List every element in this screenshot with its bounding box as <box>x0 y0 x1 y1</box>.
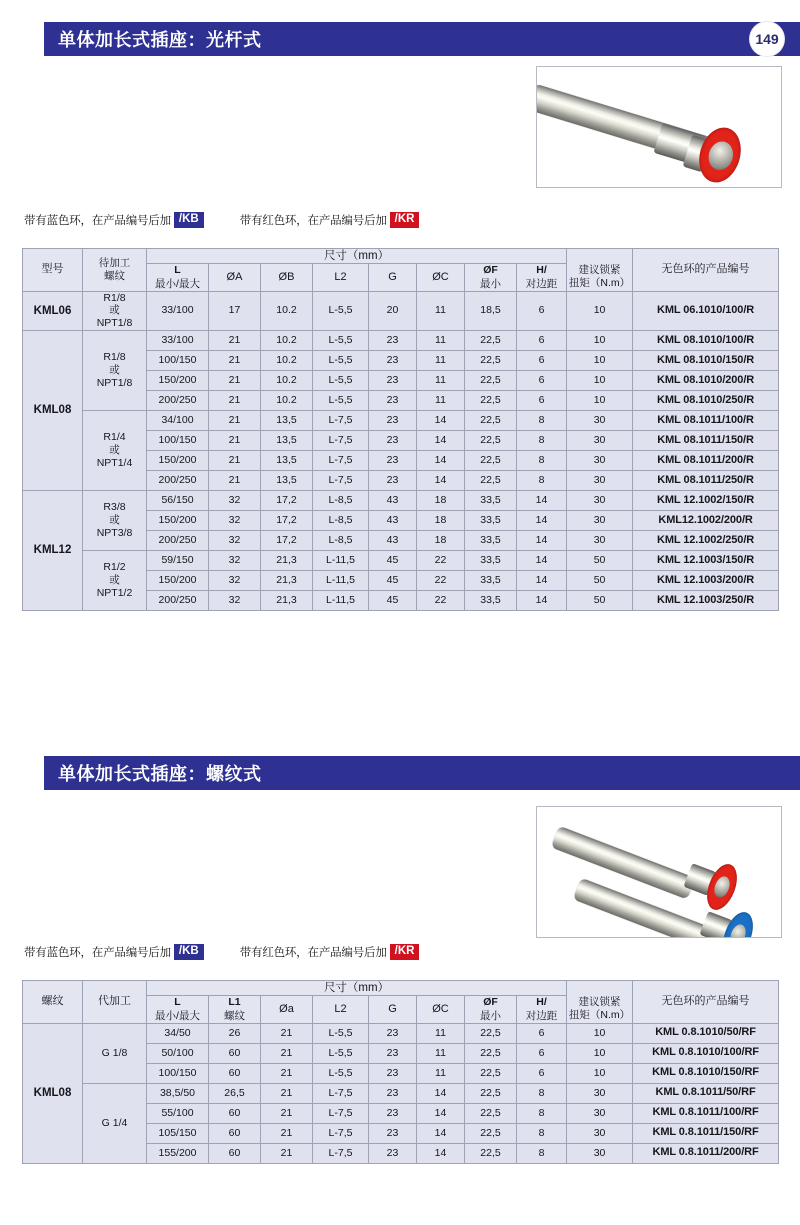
cell-Oa: 21 <box>261 1023 313 1043</box>
cell-OA: 21 <box>209 331 261 351</box>
cell-code: KML 08.1010/100/R <box>633 331 779 351</box>
cell-G: 23 <box>369 431 417 451</box>
cell-OB: 21,3 <box>261 551 313 571</box>
th-process-2: 代加工 <box>83 981 147 1024</box>
th-H: H/ 对边距 <box>517 264 567 291</box>
cell-OA: 32 <box>209 531 261 551</box>
cell-Oa: 21 <box>261 1103 313 1123</box>
cell-torque: 30 <box>567 1143 633 1163</box>
cell-H: 8 <box>517 1103 567 1123</box>
th-thread: 待加工 螺纹 <box>83 249 147 292</box>
cell-OA: 32 <box>209 491 261 511</box>
cell-H: 6 <box>517 391 567 411</box>
th-OA: ØA <box>209 264 261 291</box>
cell-G: 23 <box>369 351 417 371</box>
cell-OC: 11 <box>417 391 465 411</box>
cell-torque: 10 <box>567 291 633 330</box>
th-L1-2: L1 螺纹 <box>209 996 261 1023</box>
cell-G: 23 <box>369 451 417 471</box>
th-L-2: L 最小/最大 <box>147 996 209 1023</box>
cell-code: KML 0.8.1010/50/RF <box>633 1023 779 1043</box>
cell-code: KML 0.8.1011/150/RF <box>633 1123 779 1143</box>
cell-L2: L-7,5 <box>313 1083 369 1103</box>
cell-OC: 14 <box>417 431 465 451</box>
cell-OB: 10.2 <box>261 351 313 371</box>
cell-L2: L-7,5 <box>313 1143 369 1163</box>
th-OF-2: ØF 最小 <box>465 996 517 1023</box>
cell-code: KML12.1002/200/R <box>633 511 779 531</box>
cell-OA: 32 <box>209 591 261 611</box>
cell-OF: 22,5 <box>465 411 517 431</box>
cell-L2: L-11,5 <box>313 591 369 611</box>
cell-OA: 21 <box>209 471 261 491</box>
cell-G: 23 <box>369 1023 417 1043</box>
cell-Oa: 21 <box>261 1083 313 1103</box>
cell-G: 23 <box>369 331 417 351</box>
cell-torque: 10 <box>567 1023 633 1043</box>
cell-H: 8 <box>517 431 567 451</box>
cell-L1: 60 <box>209 1143 261 1163</box>
cell-OF: 33,5 <box>465 511 517 531</box>
cell-OF: 22,5 <box>465 1103 517 1123</box>
cell-OB: 10.2 <box>261 371 313 391</box>
cell-OC: 11 <box>417 351 465 371</box>
cell-L1: 26 <box>209 1023 261 1043</box>
cell-L: 200/250 <box>147 531 209 551</box>
cell-OC: 18 <box>417 491 465 511</box>
cell-L2: L-5,5 <box>313 391 369 411</box>
tag-kr: /KR <box>390 212 420 228</box>
cell-code: KML 08.1011/100/R <box>633 411 779 431</box>
cell-G: 23 <box>369 1123 417 1143</box>
th-torque-spacer-2 <box>567 981 633 996</box>
cell-G: 43 <box>369 511 417 531</box>
cell-H: 8 <box>517 1143 567 1163</box>
cell-torque: 30 <box>567 451 633 471</box>
th-G: G <box>369 264 417 291</box>
th-G-2: G <box>369 996 417 1023</box>
table-row <box>23 331 779 351</box>
cell-torque: 10 <box>567 351 633 371</box>
cell-OC: 14 <box>417 451 465 471</box>
cell-torque: 10 <box>567 391 633 411</box>
cell-G: 23 <box>369 1083 417 1103</box>
cell-H: 6 <box>517 351 567 371</box>
product-photo-threaded-pair <box>536 806 782 938</box>
cell-OB: 13,5 <box>261 411 313 431</box>
cell-L2: L-5,5 <box>313 331 369 351</box>
cell-code: KML 12.1002/150/R <box>633 491 779 511</box>
cell-OC: 11 <box>417 1063 465 1083</box>
cell-OF: 22,5 <box>465 451 517 471</box>
cell-L2: L-7,5 <box>313 451 369 471</box>
cell-G: 23 <box>369 1143 417 1163</box>
cell-Oa: 21 <box>261 1123 313 1143</box>
cell-OA: 21 <box>209 451 261 471</box>
cell-H: 8 <box>517 451 567 471</box>
model-cell: KML12 <box>23 491 83 611</box>
cell-torque: 50 <box>567 591 633 611</box>
section-2-title: 单体加长式插座：螺纹式 <box>58 764 262 784</box>
model-cell: KML08 <box>23 331 83 491</box>
table-row <box>23 491 779 511</box>
cell-OB: 21,3 <box>261 591 313 611</box>
cell-OF: 33,5 <box>465 491 517 511</box>
cell-torque: 10 <box>567 371 633 391</box>
th-H-2: H/ 对边距 <box>517 996 567 1023</box>
cell-H: 14 <box>517 531 567 551</box>
spec-table-straight-rod <box>22 248 779 611</box>
page-number-badge: 149 <box>750 22 784 56</box>
cell-L1: 26,5 <box>209 1083 261 1103</box>
th-torque-2: 建议锁紧 扭矩（N.m） <box>567 996 633 1023</box>
cell-H: 14 <box>517 551 567 571</box>
cell-OF: 22,5 <box>465 1023 517 1043</box>
cell-Oa: 21 <box>261 1043 313 1063</box>
red-ring-icon <box>693 122 748 187</box>
cell-code: KML 0.8.1011/50/RF <box>633 1083 779 1103</box>
cell-L2: L-5,5 <box>313 371 369 391</box>
cell-OC: 14 <box>417 1143 465 1163</box>
th-L2-2: L2 <box>313 996 369 1023</box>
cell-OF: 22,5 <box>465 1083 517 1103</box>
cell-H: 6 <box>517 1043 567 1063</box>
cell-L1: 60 <box>209 1123 261 1143</box>
th-thread-2: 螺纹 <box>23 981 83 1024</box>
cell-L: 150/200 <box>147 511 209 531</box>
cell-L2: L-5,5 <box>313 351 369 371</box>
cell-OC: 11 <box>417 331 465 351</box>
cell-code: KML 0.8.1011/100/RF <box>633 1103 779 1123</box>
cell-L2: L-7,5 <box>313 1123 369 1143</box>
cell-OA: 21 <box>209 411 261 431</box>
cell-H: 6 <box>517 1063 567 1083</box>
table-row <box>23 1083 779 1103</box>
cell-L2: L-5,5 <box>313 1043 369 1063</box>
table-row <box>23 411 779 431</box>
cell-OF: 22,5 <box>465 1063 517 1083</box>
tag-kb-2: /KB <box>174 944 204 960</box>
section-1-notes <box>24 212 419 228</box>
cell-code: KML 08.1011/250/R <box>633 471 779 491</box>
cell-G: 20 <box>369 291 417 330</box>
cell-torque: 50 <box>567 571 633 591</box>
table-row <box>23 551 779 571</box>
spec-table-threaded <box>22 980 779 1164</box>
cell-L: 150/200 <box>147 371 209 391</box>
cell-L1: 60 <box>209 1043 261 1063</box>
cell-OC: 14 <box>417 1123 465 1143</box>
cell-H: 8 <box>517 471 567 491</box>
cell-G: 23 <box>369 371 417 391</box>
cell-torque: 30 <box>567 471 633 491</box>
cell-torque: 30 <box>567 411 633 431</box>
cell-OB: 13,5 <box>261 471 313 491</box>
cell-OC: 11 <box>417 1023 465 1043</box>
thread-cell: R1/4 或 NPT1/4 <box>83 411 147 491</box>
cell-OA: 32 <box>209 551 261 571</box>
cell-L: 33/100 <box>147 291 209 330</box>
cell-L2: L-5,5 <box>313 1023 369 1043</box>
cell-torque: 30 <box>567 1103 633 1123</box>
cell-OF: 22,5 <box>465 471 517 491</box>
cell-G: 43 <box>369 491 417 511</box>
cell-OA: 17 <box>209 291 261 330</box>
cell-H: 6 <box>517 1023 567 1043</box>
table-row <box>23 291 779 330</box>
cell-code: KML 0.8.1011/200/RF <box>633 1143 779 1163</box>
cell-L: 200/250 <box>147 591 209 611</box>
cell-OF: 18,5 <box>465 291 517 330</box>
cell-Oa: 21 <box>261 1063 313 1083</box>
cell-OC: 14 <box>417 411 465 431</box>
cell-OC: 22 <box>417 571 465 591</box>
cell-torque: 10 <box>567 331 633 351</box>
cell-G: 23 <box>369 411 417 431</box>
cell-L: 100/150 <box>147 1063 209 1083</box>
thread-cell: R1/2 或 NPT1/2 <box>83 551 147 611</box>
th-product-code: 无色环的产品编号 <box>633 249 779 292</box>
cell-OF: 22,5 <box>465 371 517 391</box>
section-1-banner <box>44 22 800 56</box>
th-OF: ØF 最小 <box>465 264 517 291</box>
cell-OA: 21 <box>209 351 261 371</box>
cell-OF: 22,5 <box>465 391 517 411</box>
cell-G: 23 <box>369 1063 417 1083</box>
cell-torque: 30 <box>567 1123 633 1143</box>
tag-kr-2: /KR <box>390 944 420 960</box>
spec-table-threaded-body <box>23 1023 779 1163</box>
cell-H: 6 <box>517 291 567 330</box>
cell-OB: 10.2 <box>261 291 313 330</box>
cell-torque: 30 <box>567 1083 633 1103</box>
cell-code: KML 0.8.1010/100/RF <box>633 1043 779 1063</box>
th-OB: ØB <box>261 264 313 291</box>
note-blue-ring-2: 带有蓝色环，在产品编号后加 /KB <box>24 944 204 960</box>
cell-torque: 10 <box>567 1043 633 1063</box>
cell-code: KML 08.1010/250/R <box>633 391 779 411</box>
table-row <box>23 1023 779 1043</box>
cell-G: 45 <box>369 571 417 591</box>
cell-torque: 30 <box>567 491 633 511</box>
cell-L: 200/250 <box>147 391 209 411</box>
note-blue-ring: 带有蓝色环，在产品编号后加 /KB <box>24 212 204 228</box>
cell-code: KML 12.1003/250/R <box>633 591 779 611</box>
spec-table-straight-rod-body <box>23 291 779 610</box>
cell-G: 23 <box>369 391 417 411</box>
cell-H: 8 <box>517 411 567 431</box>
note-red-ring-2: 带有红色环，在产品编号后加 /KR <box>240 944 420 960</box>
cell-code: KML 08.1010/200/R <box>633 371 779 391</box>
tag-kb: /KB <box>174 212 204 228</box>
cell-H: 14 <box>517 491 567 511</box>
cell-L: 105/150 <box>147 1123 209 1143</box>
cell-OF: 33,5 <box>465 531 517 551</box>
cell-L: 155/200 <box>147 1143 209 1163</box>
cell-OC: 22 <box>417 591 465 611</box>
th-Oa-2: Øa <box>261 996 313 1023</box>
th-model: 型号 <box>23 249 83 292</box>
cell-L: 38,5/50 <box>147 1083 209 1103</box>
cell-code: KML 0.8.1010/150/RF <box>633 1063 779 1083</box>
cell-OB: 17,2 <box>261 511 313 531</box>
cell-OA: 21 <box>209 371 261 391</box>
cell-code: KML 12.1003/200/R <box>633 571 779 591</box>
th-L2: L2 <box>313 264 369 291</box>
cell-L2: L-11,5 <box>313 551 369 571</box>
th-torque-spacer <box>567 249 633 264</box>
cell-OF: 22,5 <box>465 1043 517 1063</box>
cell-OC: 18 <box>417 531 465 551</box>
cell-L2: L-7,5 <box>313 411 369 431</box>
cell-Oa: 21 <box>261 1143 313 1163</box>
cell-OB: 17,2 <box>261 491 313 511</box>
cell-OA: 32 <box>209 571 261 591</box>
cell-OC: 11 <box>417 1043 465 1063</box>
thread-cell: R1/8 或 NPT1/8 <box>83 291 147 330</box>
cell-L2: L-8,5 <box>313 531 369 551</box>
cell-L: 59/150 <box>147 551 209 571</box>
cell-torque: 50 <box>567 551 633 571</box>
cell-L2: L-8,5 <box>313 511 369 531</box>
cell-code: KML 08.1011/200/R <box>633 451 779 471</box>
cell-OB: 10.2 <box>261 331 313 351</box>
th-OC: ØC <box>417 264 465 291</box>
thread-cell: G 1/8 <box>83 1023 147 1083</box>
th-torque: 建议锁紧 扭矩（N.m） <box>567 264 633 291</box>
product-photo-straight-rod <box>536 66 782 188</box>
cell-L2: L-11,5 <box>313 571 369 591</box>
cell-OF: 22,5 <box>465 1123 517 1143</box>
cell-OF: 22,5 <box>465 331 517 351</box>
cell-G: 23 <box>369 471 417 491</box>
cell-OC: 14 <box>417 1083 465 1103</box>
cell-H: 8 <box>517 1123 567 1143</box>
cell-torque: 30 <box>567 511 633 531</box>
cell-code: KML 12.1002/250/R <box>633 531 779 551</box>
cell-OA: 32 <box>209 511 261 531</box>
cell-L: 150/200 <box>147 451 209 471</box>
cell-OF: 33,5 <box>465 551 517 571</box>
cell-OC: 11 <box>417 291 465 330</box>
th-dimensions-group-2: 尺寸（mm） <box>147 981 567 996</box>
cell-H: 8 <box>517 1083 567 1103</box>
th-dimensions-group: 尺寸（mm） <box>147 249 567 264</box>
cell-H: 6 <box>517 331 567 351</box>
cell-L: 34/50 <box>147 1023 209 1043</box>
th-L: L 最小/最大 <box>147 264 209 291</box>
cell-torque: 10 <box>567 1063 633 1083</box>
model-cell: KML08 <box>23 1023 83 1163</box>
cell-H: 14 <box>517 571 567 591</box>
cell-L: 100/150 <box>147 351 209 371</box>
cell-OC: 14 <box>417 1103 465 1123</box>
thread-cell: G 1/4 <box>83 1083 147 1163</box>
thread-cell: R3/8 或 NPT3/8 <box>83 491 147 551</box>
cell-L: 33/100 <box>147 331 209 351</box>
cell-torque: 30 <box>567 531 633 551</box>
cell-G: 23 <box>369 1043 417 1063</box>
cell-L2: L-7,5 <box>313 431 369 451</box>
cell-L: 56/150 <box>147 491 209 511</box>
cell-H: 6 <box>517 371 567 391</box>
cell-L1: 60 <box>209 1103 261 1123</box>
note-red-ring: 带有红色环，在产品编号后加 /KR <box>240 212 420 228</box>
cell-OB: 17,2 <box>261 531 313 551</box>
cell-OC: 22 <box>417 551 465 571</box>
cell-OF: 22,5 <box>465 351 517 371</box>
cell-OC: 14 <box>417 471 465 491</box>
cell-code: KML 08.1010/150/R <box>633 351 779 371</box>
cell-torque: 30 <box>567 431 633 451</box>
cell-OF: 22,5 <box>465 1143 517 1163</box>
section-1-title: 单体加长式插座：光杆式 <box>58 30 262 50</box>
cell-OF: 33,5 <box>465 571 517 591</box>
section-2-notes <box>24 944 419 960</box>
cell-code: KML 06.1010/100/R <box>633 291 779 330</box>
cell-G: 45 <box>369 591 417 611</box>
cell-OB: 10.2 <box>261 391 313 411</box>
cell-L: 34/100 <box>147 411 209 431</box>
cell-L: 55/100 <box>147 1103 209 1123</box>
cell-L2: L-5,5 <box>313 1063 369 1083</box>
cell-L2: L-5,5 <box>313 291 369 330</box>
cell-H: 14 <box>517 591 567 611</box>
cell-H: 14 <box>517 511 567 531</box>
cell-L2: L-7,5 <box>313 1103 369 1123</box>
cell-OC: 18 <box>417 511 465 531</box>
thread-cell: R1/8 或 NPT1/8 <box>83 331 147 411</box>
cell-OA: 21 <box>209 391 261 411</box>
cell-L2: L-8,5 <box>313 491 369 511</box>
section-2-banner <box>44 756 800 790</box>
cell-code: KML 12.1003/150/R <box>633 551 779 571</box>
cell-OB: 13,5 <box>261 431 313 451</box>
cell-L: 100/150 <box>147 431 209 451</box>
cell-G: 43 <box>369 531 417 551</box>
cell-OF: 33,5 <box>465 591 517 611</box>
model-cell: KML06 <box>23 291 83 330</box>
th-product-code-2: 无色环的产品编号 <box>633 981 779 1024</box>
cell-code: KML 08.1011/150/R <box>633 431 779 451</box>
cell-L: 150/200 <box>147 571 209 591</box>
cell-OF: 22,5 <box>465 431 517 451</box>
cell-OB: 21,3 <box>261 571 313 591</box>
cell-L1: 60 <box>209 1063 261 1083</box>
cell-OA: 21 <box>209 431 261 451</box>
cell-L: 50/100 <box>147 1043 209 1063</box>
cell-G: 23 <box>369 1103 417 1123</box>
cell-L2: L-7,5 <box>313 471 369 491</box>
cell-G: 45 <box>369 551 417 571</box>
cell-OB: 13,5 <box>261 451 313 471</box>
th-OC-2: ØC <box>417 996 465 1023</box>
cell-L: 200/250 <box>147 471 209 491</box>
cell-OC: 11 <box>417 371 465 391</box>
